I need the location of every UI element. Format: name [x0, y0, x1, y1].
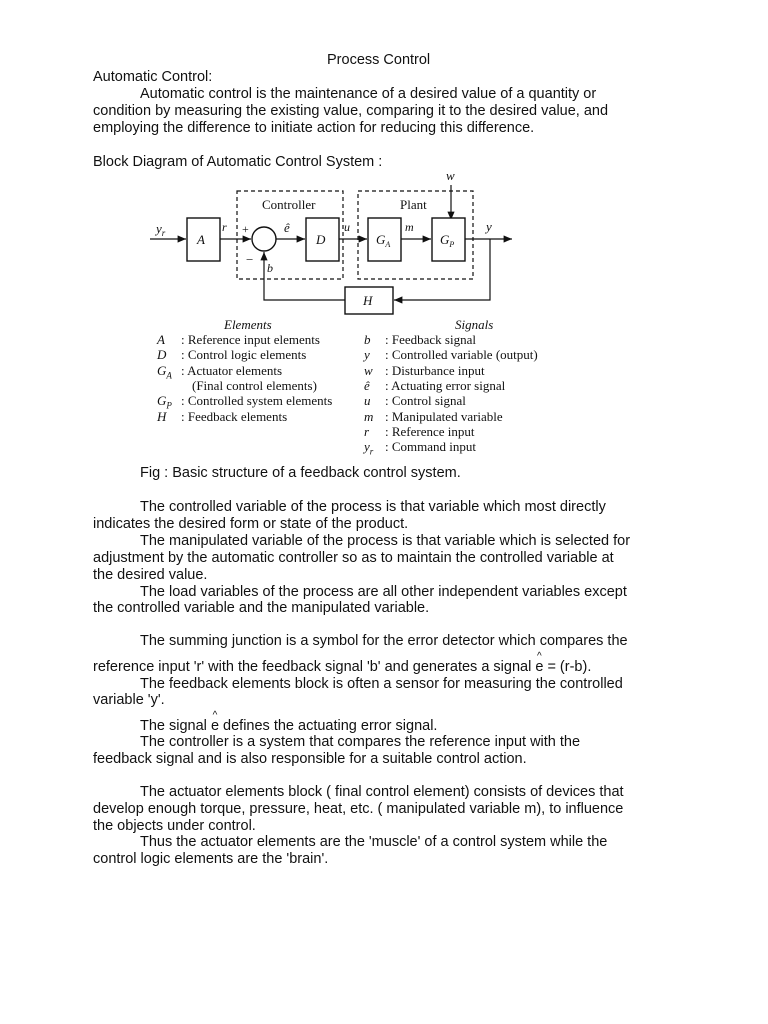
legend-element-symbol: A — [157, 332, 165, 347]
block-a-label: A — [197, 232, 205, 247]
paragraph-line: the desired value. — [93, 567, 208, 583]
paragraph-line: develop enough torque, pressure, heat, etc. ( manipulated variable m), to influence — [93, 801, 624, 817]
paragraph-line: the controlled variable and the manipulated variable. — [93, 600, 430, 616]
legend-signal-description: : Reference input — [385, 423, 475, 439]
paragraph-line: condition by measuring the existing value, comparing it to the desired value, and — [93, 103, 609, 119]
paragraph-line: indicates the desired form or state of the product. — [93, 516, 409, 532]
summing-junction — [252, 227, 276, 251]
legend-element-symbol: $G_A$ — [157, 362, 172, 381]
legend-signal-description: : Command input — [385, 439, 476, 455]
section-heading-block-diagram: Block Diagram of Automatic Control System : — [93, 154, 383, 170]
signal-text-post: defines the actuating error signal. — [223, 718, 438, 734]
page-title: Process Control — [327, 52, 431, 68]
block-ga-label: $G_A$ — [376, 232, 391, 249]
legend-element-description: : Reference input elements — [181, 332, 320, 347]
e-hat-symbol: ^ e — [210, 710, 220, 734]
paragraph-line: The summing junction is a symbol for the error detector which compares the — [140, 633, 628, 649]
elements-title: Elements — [224, 317, 272, 332]
r-label: r — [222, 220, 227, 234]
legend-element-symbol: H — [157, 408, 167, 424]
section-heading-automatic-control: Automatic Control: — [93, 69, 213, 85]
legend-signal-description: : Actuating error signal — [385, 377, 506, 393]
controller-label: Controller — [262, 197, 316, 212]
paragraph-line: feedback signal and is also responsible for a suitable control action. — [93, 751, 527, 767]
figure-caption: Fig : Basic structure of a feedback control system. — [140, 465, 461, 481]
y-label: y — [486, 219, 492, 234]
block-h-label: H — [363, 293, 373, 308]
paragraph-line-signal — [140, 710, 438, 735]
legend-signal-symbol: u — [364, 393, 371, 409]
minus-sign: − — [246, 252, 254, 267]
e-hat-label: ê — [284, 220, 290, 235]
paragraph-line: the objects under control. — [93, 818, 256, 834]
e-hat-symbol: ^ e — [535, 651, 544, 675]
paragraph-line: The actuator elements block ( final control element) consists of devices that — [140, 784, 624, 800]
paragraph-line: adjustment by the automatic controller so as to maintain the controlled variable at — [93, 550, 614, 566]
legend-signal-description: : Manipulated variable — [385, 408, 503, 424]
summing-text-post: = (r-b). — [547, 659, 592, 675]
m-label: m — [405, 220, 414, 234]
paragraph-line: The feedback elements block is often a sensor for measuring the controlled — [140, 676, 623, 692]
b-label: b — [267, 261, 273, 275]
legend-signal-symbol: ê — [364, 377, 370, 393]
u-label: u — [344, 220, 350, 234]
paragraph-line: The manipulated variable of the process is that variable which is selected for — [140, 533, 631, 549]
block-diagram — [140, 165, 530, 315]
block-gp-label: $G_P$ — [440, 232, 455, 249]
legend-signal-symbol: r — [364, 423, 370, 439]
w-label: w — [446, 168, 455, 183]
legend-signal-symbol: m — [364, 408, 374, 424]
legend-signal-symbol: $y_r$ — [364, 439, 374, 457]
plant-label: Plant — [400, 197, 427, 212]
paragraph-line: The controlled variable of the process is that variable which most directly — [140, 499, 606, 515]
paragraph-line: variable 'y'. — [93, 692, 165, 708]
paragraph-line: control logic elements are the 'brain'. — [93, 851, 329, 867]
plus-sign: + — [242, 222, 249, 236]
paragraph-line: Thus the actuator elements are the 'muscle' of a control system while the — [140, 834, 608, 850]
paragraph-line: The load variables of the process are all other independent variables except — [140, 584, 627, 600]
paragraph-line: Automatic control is the maintenance of a desired value of a quantity or — [140, 86, 597, 102]
legend-signal-symbol: w — [364, 362, 373, 378]
signal-text-pre: The signal — [140, 718, 207, 734]
legend-signal-symbol: b — [364, 332, 371, 347]
summing-text-pre: reference input 'r' with the feedback signal 'b' and generates a signal — [93, 659, 532, 675]
legend-signal-symbol: y — [364, 347, 370, 363]
legend-element-description: : Control logic elements — [181, 347, 307, 363]
legend-signal-description: : Control signal — [385, 393, 466, 409]
paragraph-line: The controller is a system that compares the reference input with the — [140, 734, 581, 750]
legend-element-symbol: $G_P$ — [157, 393, 172, 411]
legend-signal-description: : Controlled variable (output) — [385, 347, 538, 363]
yr-label: $y_r$ — [156, 221, 166, 238]
legend-element-description: : Feedback elements — [181, 408, 288, 424]
legend-element-description: : Actuator elements — [181, 362, 283, 378]
block-d-label: D — [316, 232, 326, 247]
signals-title: Signals — [455, 317, 494, 332]
legend-element-description: (Final control elements) — [192, 377, 317, 393]
legend-signal-description: : Feedback signal — [385, 332, 476, 347]
legend-signal-description: : Disturbance input — [385, 362, 485, 378]
paragraph-line-summing — [93, 651, 592, 676]
paragraph-line: employing the difference to initiate action for reducing this difference. — [93, 120, 535, 136]
legend-element-description: : Controlled system elements — [181, 393, 333, 409]
legend-element-symbol: D — [157, 347, 167, 363]
